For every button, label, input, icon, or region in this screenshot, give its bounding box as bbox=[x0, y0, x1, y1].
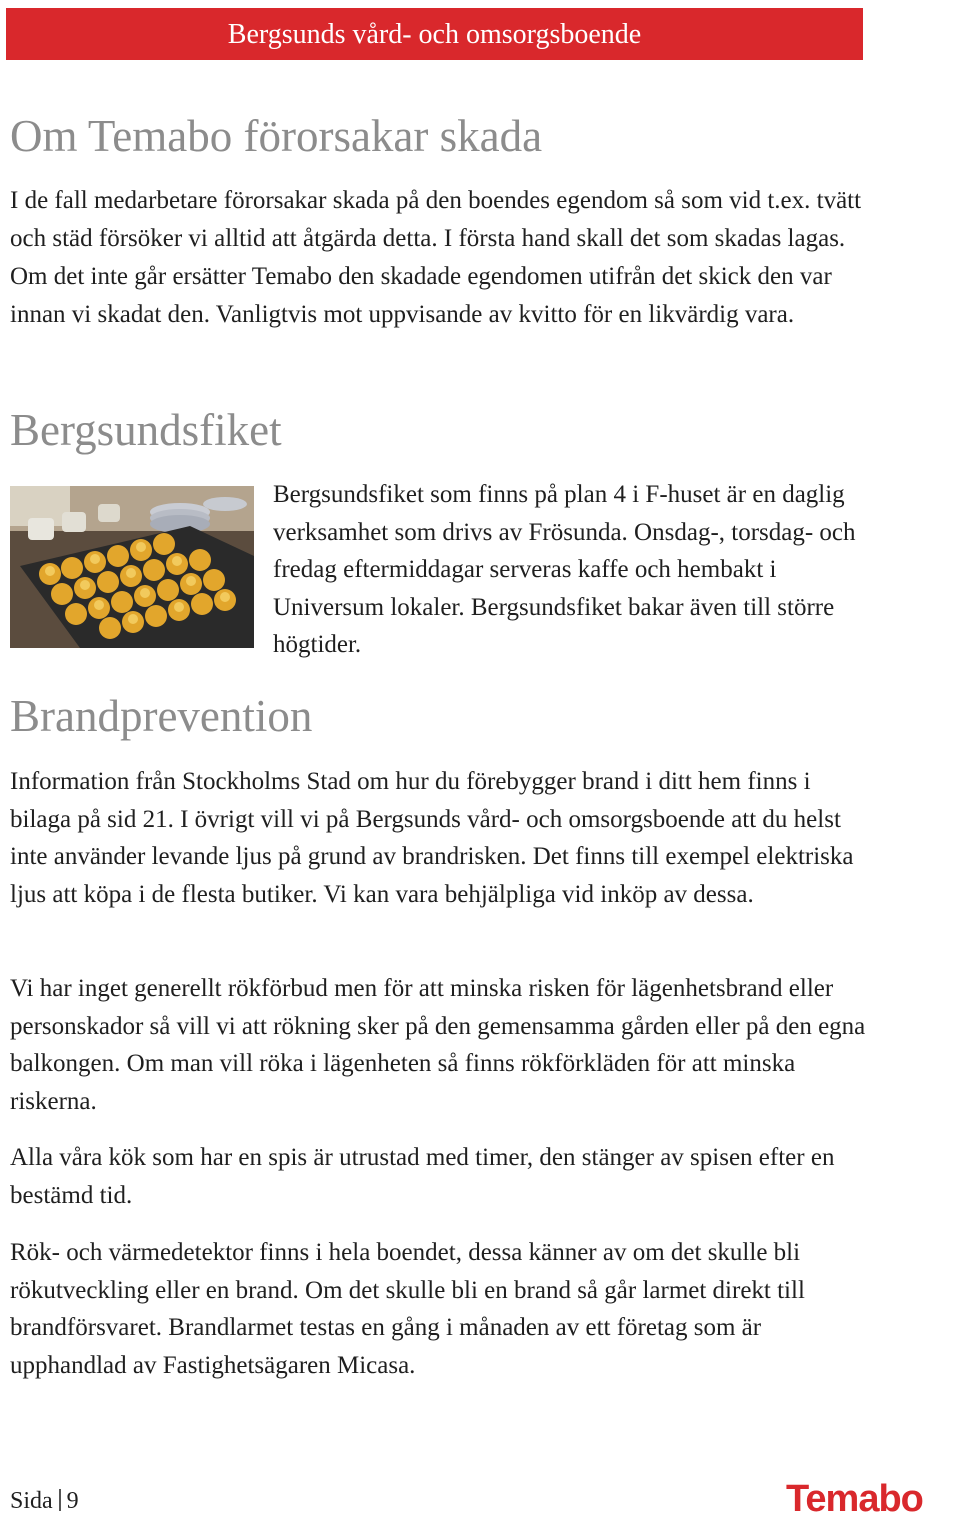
header-bar bbox=[6, 8, 863, 60]
section-heading-fiket: Bergsundsfiket bbox=[10, 405, 282, 455]
page-number bbox=[10, 1486, 79, 1516]
buns-photo bbox=[10, 486, 254, 648]
brand-paragraph-4: Rök- och värmedetektor finns i hela boendet, dessa känner av om det skulle bli rökutveckling eller en brand. Om det skulle bli en brand så går larmet direkt till brandförsvaret. Brandlarmet testas en gång i månaden av ett företag som är upphandlad av Fastighetsägaren Micasa. bbox=[10, 1239, 805, 1379]
page-label: Sida bbox=[10, 1488, 53, 1514]
brand-paragraph-3: Alla våra kök som har en spis är utrustad med timer, den stänger av spisen efter en bestämd tid. bbox=[10, 1144, 835, 1209]
brand-paragraph-1: Information från Stockholms Stad om hur du förebygger brand i ditt hem finns i bilaga på sid 21. I övrigt vill vi på Bergsunds vård- och omsorgsboende att du helst inte använder levande ljus på grund av brandrisken. Det finns till exempel elektriska ljus att köpa i de flesta butiker. Vi kan vara behjälpliga vid inköp av dessa. bbox=[10, 768, 854, 908]
fiket-paragraph: Bergsundsfiket som finns på plan 4 i F-huset är en daglig verksamhet som drivs av Frösunda. Onsdag-, torsdag- och fredag eftermiddagar serveras kaffe och hembakt i Universum lokaler. Bergsundsfiket bakar även till större högtider. bbox=[273, 481, 856, 658]
header-title: Bergsunds vård- och omsorgsboende bbox=[227, 19, 642, 50]
section-heading-brand: Brandprevention bbox=[10, 691, 313, 741]
section-heading-skada: Om Temabo förorsakar skada bbox=[10, 111, 543, 161]
page-separator bbox=[59, 1489, 61, 1511]
page-number-value: 9 bbox=[66, 1488, 79, 1514]
temabo-logo: Temabo bbox=[786, 1478, 923, 1520]
skada-paragraph: I de fall medarbetare förorsakar skada på den boendes egendom så som vid t.ex. tvätt och städ försöker vi alltid att åtgärda detta. I första hand skall det som skadas lagas. Om det inte går ersätter Temabo den skadade egendomen utifrån det skick den var innan vi skadat den. Vanligtvis mot uppvisande av kvitto för en likvärdig vara. bbox=[10, 187, 862, 328]
brand-paragraph-2: Vi har inget generellt rökförbud men för att minska risken för lägenhetsbrand eller personskador så vill vi att rökning sker på den gemensamma gården eller på den egna balkongen. Om man vill röka i lägenheten så finns rökförkläden för att minska riskerna. bbox=[10, 975, 866, 1115]
